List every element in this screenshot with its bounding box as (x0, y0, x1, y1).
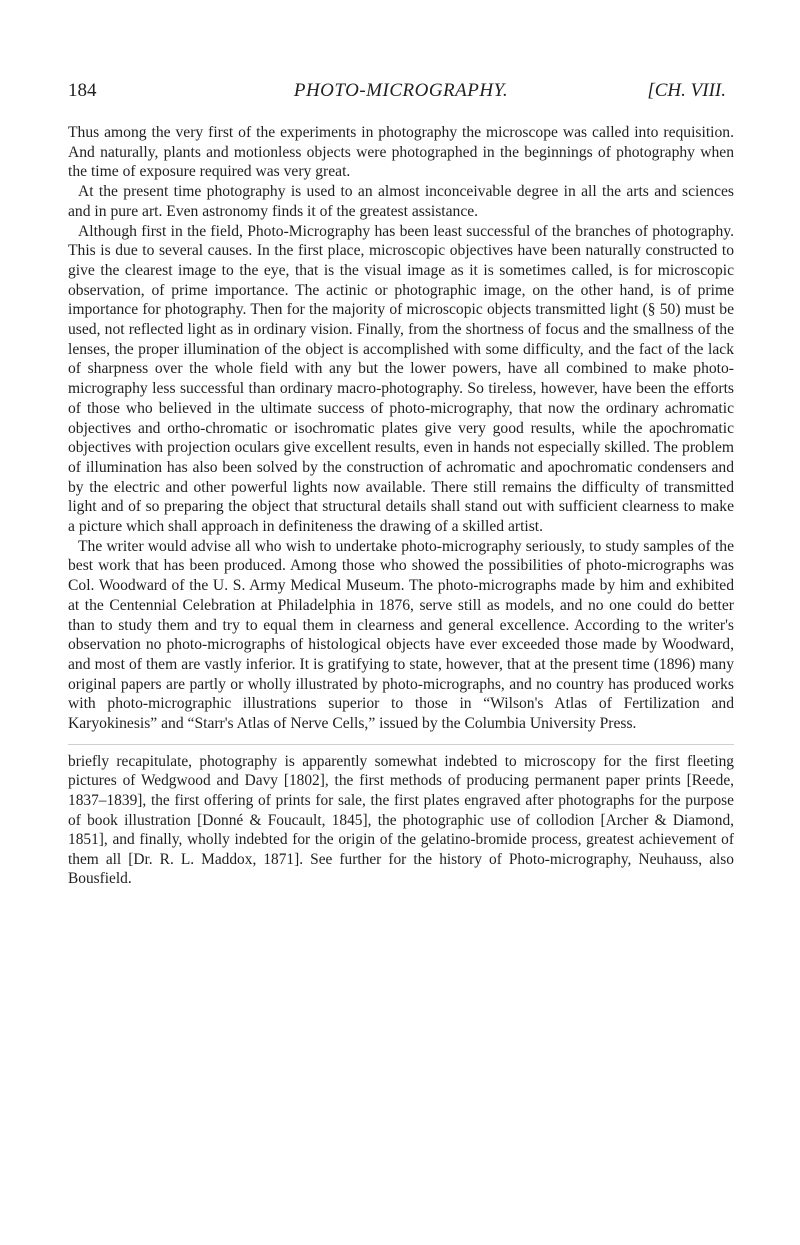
paragraph-4: The writer would advise all who wish to undertake photo-micrography seriously, to study samples of the best work that has been produced. Among those who showed the possibilities of photo-micrographs was Col. Woodward of the U. S. Army Medical Museum. The photo-micrographs made by him and exhibited at the Centennial Celebration at Philadelphia in 1876, serve still as models, and no one could do better than to study them and try to equal them in clearness and general excellence. According to the writer's observation no photo-micrographs of histological objects have ever exceeded those made by Woodward, and most of them are vastly inferior. It is gratifying to state, however, that at the present time (1896) many original papers are partly or wholly illustrated by photo-micrographs, and no country has produced works with photo-micrographic illustrations superior to those in “Wilson's Atlas of Fertilization and Karyokinesis” and “Starr's Atlas of Nerve Cells,” issued by the Columbia University Press. (68, 537, 734, 733)
running-header (68, 80, 734, 106)
paragraph-1: Thus among the very first of the experiments in photography the microscope was called into requisition. And naturally, plants and motionless objects were photographed in the beginnings of photography when the time of exposure required was very great. (68, 124, 734, 181)
footnote (68, 744, 734, 889)
body-text (68, 123, 734, 734)
paragraph-2: At the present time photography is used to an almost inconceivable degree in all the arts and sciences and in pure art. Even astronomy finds it of the greatest assistance. (68, 183, 734, 220)
chapter-reference: [CH. VIII. (647, 80, 726, 101)
page-number: 184 (68, 80, 97, 101)
paragraph-3: Although first in the field, Photo-Micrography has been least successful of the branches of photography. This is due to several causes. In the first place, microscopic objectives have been naturally constructed to give the clearest image to the eye, that is the visual image as it is sometimes called, is for microscopic observation, of prime importance. The actinic or photographic image, on the other hand, is of prime importance for photography. Then for the majority of microscopic objects transmitted light (§ 50) must be used, not reflected light as in ordinary vision. Finally, from the shortness of focus and the smallness of the lenses, the proper illumination of the object is accomplished with some difficulty, and the fact of the lack of sharpness over the whole field with any but the lower powers, have all combined to make photo-micrography less successful than ordinary macro-photography. So tireless, however, have been the efforts of those who believed in the ultimate success of photo-micrography, that now the ordinary achromatic objectives and ortho-chromatic or isochromatic plates give very good results, while the apochromatic objectives with projection oculars give excellent results, even in hands not especially skilled. The problem of illumination has also been solved by the construction of achromatic and apochromatic condensers and by the electric and other powerful lights now available. There still remains the difficulty of transmitted light and of so preparing the object that structural details shall stand out with sufficient clearness to make a picture which shall approach in definiteness the drawing of a skilled artist. (68, 222, 734, 536)
footnote-text: briefly recapitulate, photography is apparently somewhat indebted to microscopy for the first fleeting pictures of Wedgwood and Davy [1802], the first methods of producing permanent paper prints [Reede, 1837–1839], the first offering of prints for sale, the first plates engraved after photographs for the purpose of book illustration [Donné & Foucault, 1845], the photographic use of collodion [Archer & Diamond, 1851], and finally, wholly indebted for the origin of the gelatino-bromide process, greatest achievement of them all [Dr. R. L. Maddox, 1871]. See further for the history of Photo-micrography, Neuhauss, also Bousfield. (68, 752, 734, 888)
running-title: PHOTO-MICROGRAPHY. (293, 80, 509, 101)
